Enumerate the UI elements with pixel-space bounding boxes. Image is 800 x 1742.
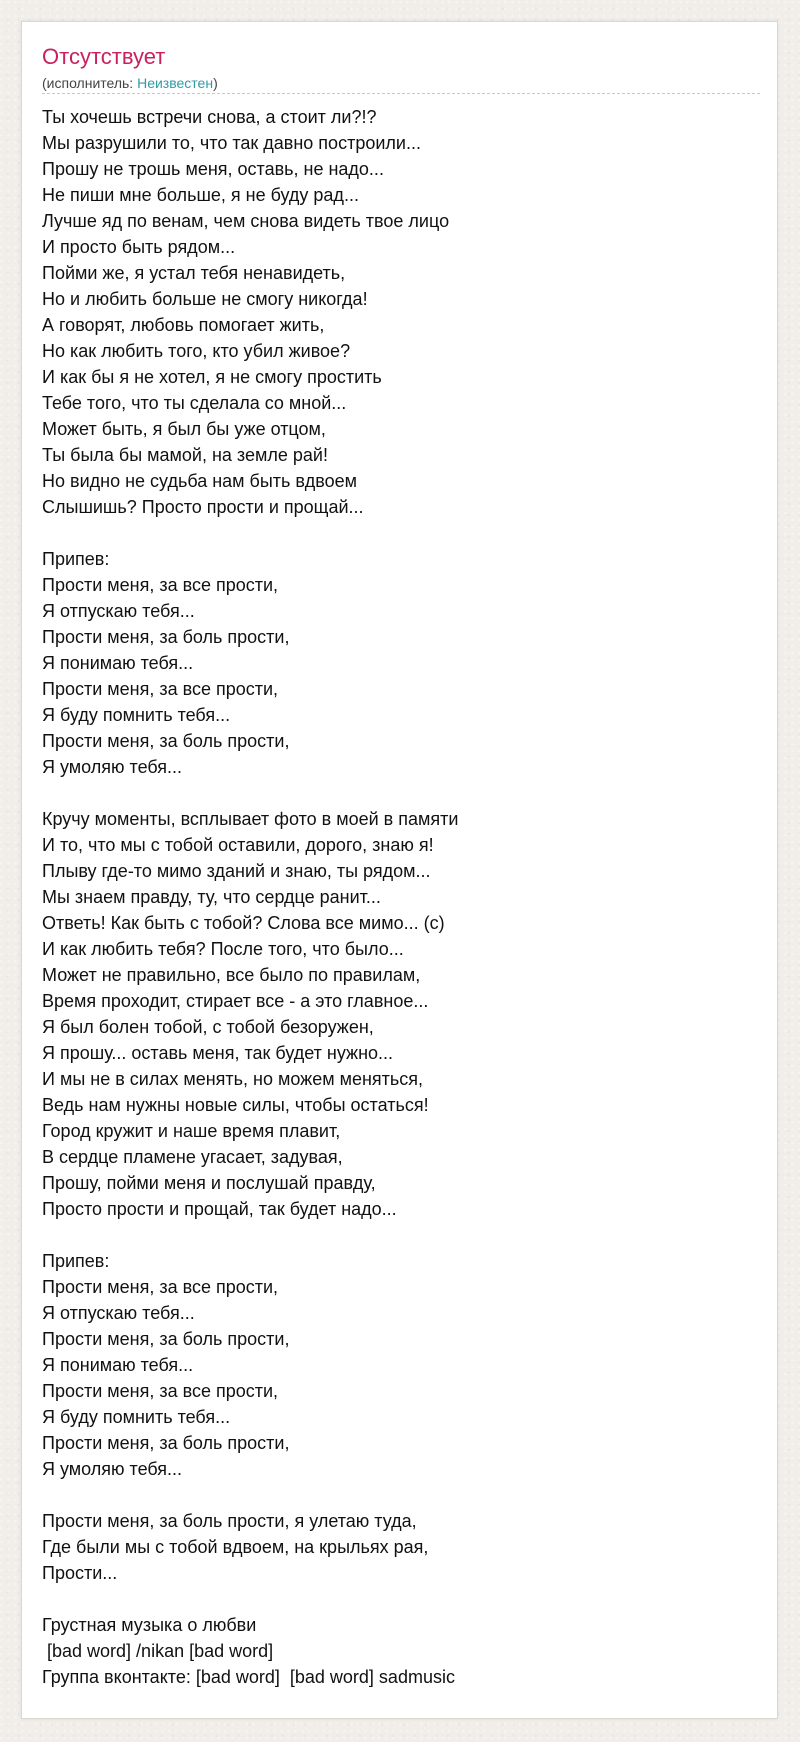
lyric-line: Припев:	[42, 549, 110, 569]
lyric-line: Я отпускаю тебя...	[42, 1303, 195, 1323]
lyric-line: Прости меня, за все прости,	[42, 1381, 279, 1401]
lyric-line: Пойми же, я устал тебя ненавидеть,	[42, 263, 346, 283]
lyric-line: Прости меня, за все прости,	[42, 575, 279, 595]
lyric-line: Я буду помнить тебя...	[42, 1407, 231, 1427]
artist-link[interactable]: Неизвестен	[137, 75, 214, 91]
lyric-line: Но как любить того, кто убил живое?	[42, 341, 351, 361]
lyric-line: Мы разрушили то, что так давно построили...	[42, 133, 421, 153]
lyric-line: Город кружит и наше время плавит,	[42, 1121, 341, 1141]
lyric-line: Может не правильно, все было по правилам,	[42, 965, 421, 985]
lyric-line: Ты была бы мамой, на земле рай!	[42, 445, 328, 465]
lyrics-card	[21, 21, 778, 1719]
lyric-line: [bad word] /nikan [bad word]	[42, 1641, 274, 1661]
lyric-line: Где были мы с тобой вдвоем, на крыльях рая,	[42, 1537, 429, 1557]
lyric-line: Кручу моменты, всплывает фото в моей в памяти	[42, 809, 459, 829]
lyric-line: Я отпускаю тебя...	[42, 601, 195, 621]
lyric-line	[42, 1586, 762, 1612]
lyrics-text	[42, 104, 762, 1690]
lyric-line: Я умоляю тебя...	[42, 757, 183, 777]
lyric-line: Прости меня, за все прости,	[42, 679, 279, 699]
lyric-line: Я понимаю тебя...	[42, 653, 194, 673]
artist-suffix: )	[213, 75, 218, 91]
lyric-line: Прости меня, за боль прости,	[42, 1433, 290, 1453]
lyric-line: Ты хочешь встречи снова, а стоит ли?!?	[42, 107, 377, 127]
lyric-line: В сердце пламене угасает, задувая,	[42, 1147, 343, 1167]
lyric-line: Прости меня, за боль прости, я улетаю туда,	[42, 1511, 417, 1531]
lyric-line: Прости...	[42, 1563, 118, 1583]
lyric-line: Прошу не трошь меня, оставь, не надо...	[42, 159, 384, 179]
song-title: Отсутствует	[42, 44, 166, 69]
lyric-line: Я понимаю тебя...	[42, 1355, 194, 1375]
lyric-line: Я прошу... оставь меня, так будет нужно...	[42, 1043, 394, 1063]
lyric-line: И мы не в силах менять, но можем меняться,	[42, 1069, 424, 1089]
lyric-line: Тебе того, что ты сделала со мной...	[42, 393, 347, 413]
lyric-line: Грустная музыка о любви	[42, 1615, 257, 1635]
lyric-line: Прости меня, за боль прости,	[42, 627, 290, 647]
lyric-line	[42, 520, 762, 546]
lyric-line: Но и любить больше не смогу никогда!	[42, 289, 368, 309]
lyric-line: Может быть, я был бы уже отцом,	[42, 419, 326, 439]
lyric-line: Я умоляю тебя...	[42, 1459, 183, 1479]
title-divider	[42, 93, 760, 94]
artist-line	[42, 74, 218, 92]
lyric-line	[42, 1222, 762, 1248]
lyric-line: Слышишь? Просто прости и прощай...	[42, 497, 364, 517]
lyric-line: Мы знаем правду, ту, что сердце ранит...	[42, 887, 381, 907]
lyric-line	[42, 780, 762, 806]
lyric-line: И как бы я не хотел, я не смогу простить	[42, 367, 382, 387]
artist-prefix: (исполнитель:	[42, 75, 138, 91]
lyric-line: Плыву где-то мимо зданий и знаю, ты рядом...	[42, 861, 431, 881]
lyric-line: Прошу, пойми меня и послушай правду,	[42, 1173, 376, 1193]
lyric-line: Припев:	[42, 1251, 110, 1271]
lyric-line: И просто быть рядом...	[42, 237, 236, 257]
lyric-line: Лучше яд по венам, чем снова видеть твое лицо	[42, 211, 450, 231]
lyric-line: Группа вконтакте: [bad word] [bad word] sadmusic	[42, 1667, 455, 1687]
lyric-line: А говорят, любовь помогает жить,	[42, 315, 325, 335]
lyric-line: Я буду помнить тебя...	[42, 705, 231, 725]
lyric-line: Прости меня, за все прости,	[42, 1277, 279, 1297]
lyric-line: Время проходит, стирает все - а это главное...	[42, 991, 429, 1011]
lyric-line: Но видно не судьба нам быть вдвоем	[42, 471, 358, 491]
lyric-line: И то, что мы с тобой оставили, дорого, знаю я!	[42, 835, 434, 855]
lyric-line: Я был болен тобой, с тобой безоружен,	[42, 1017, 374, 1037]
lyric-line: Не пиши мне больше, я не буду рад...	[42, 185, 359, 205]
lyric-line: Ведь нам нужны новые силы, чтобы остаться!	[42, 1095, 429, 1115]
lyric-line: Прости меня, за боль прости,	[42, 731, 290, 751]
lyric-line: Просто прости и прощай, так будет надо...	[42, 1199, 397, 1219]
lyric-line: И как любить тебя? После того, что было...	[42, 939, 404, 959]
lyric-line: Прости меня, за боль прости,	[42, 1329, 290, 1349]
lyric-line: Ответь! Как быть с тобой? Слова все мимо... (с)	[42, 913, 445, 933]
lyric-line	[42, 1482, 762, 1508]
